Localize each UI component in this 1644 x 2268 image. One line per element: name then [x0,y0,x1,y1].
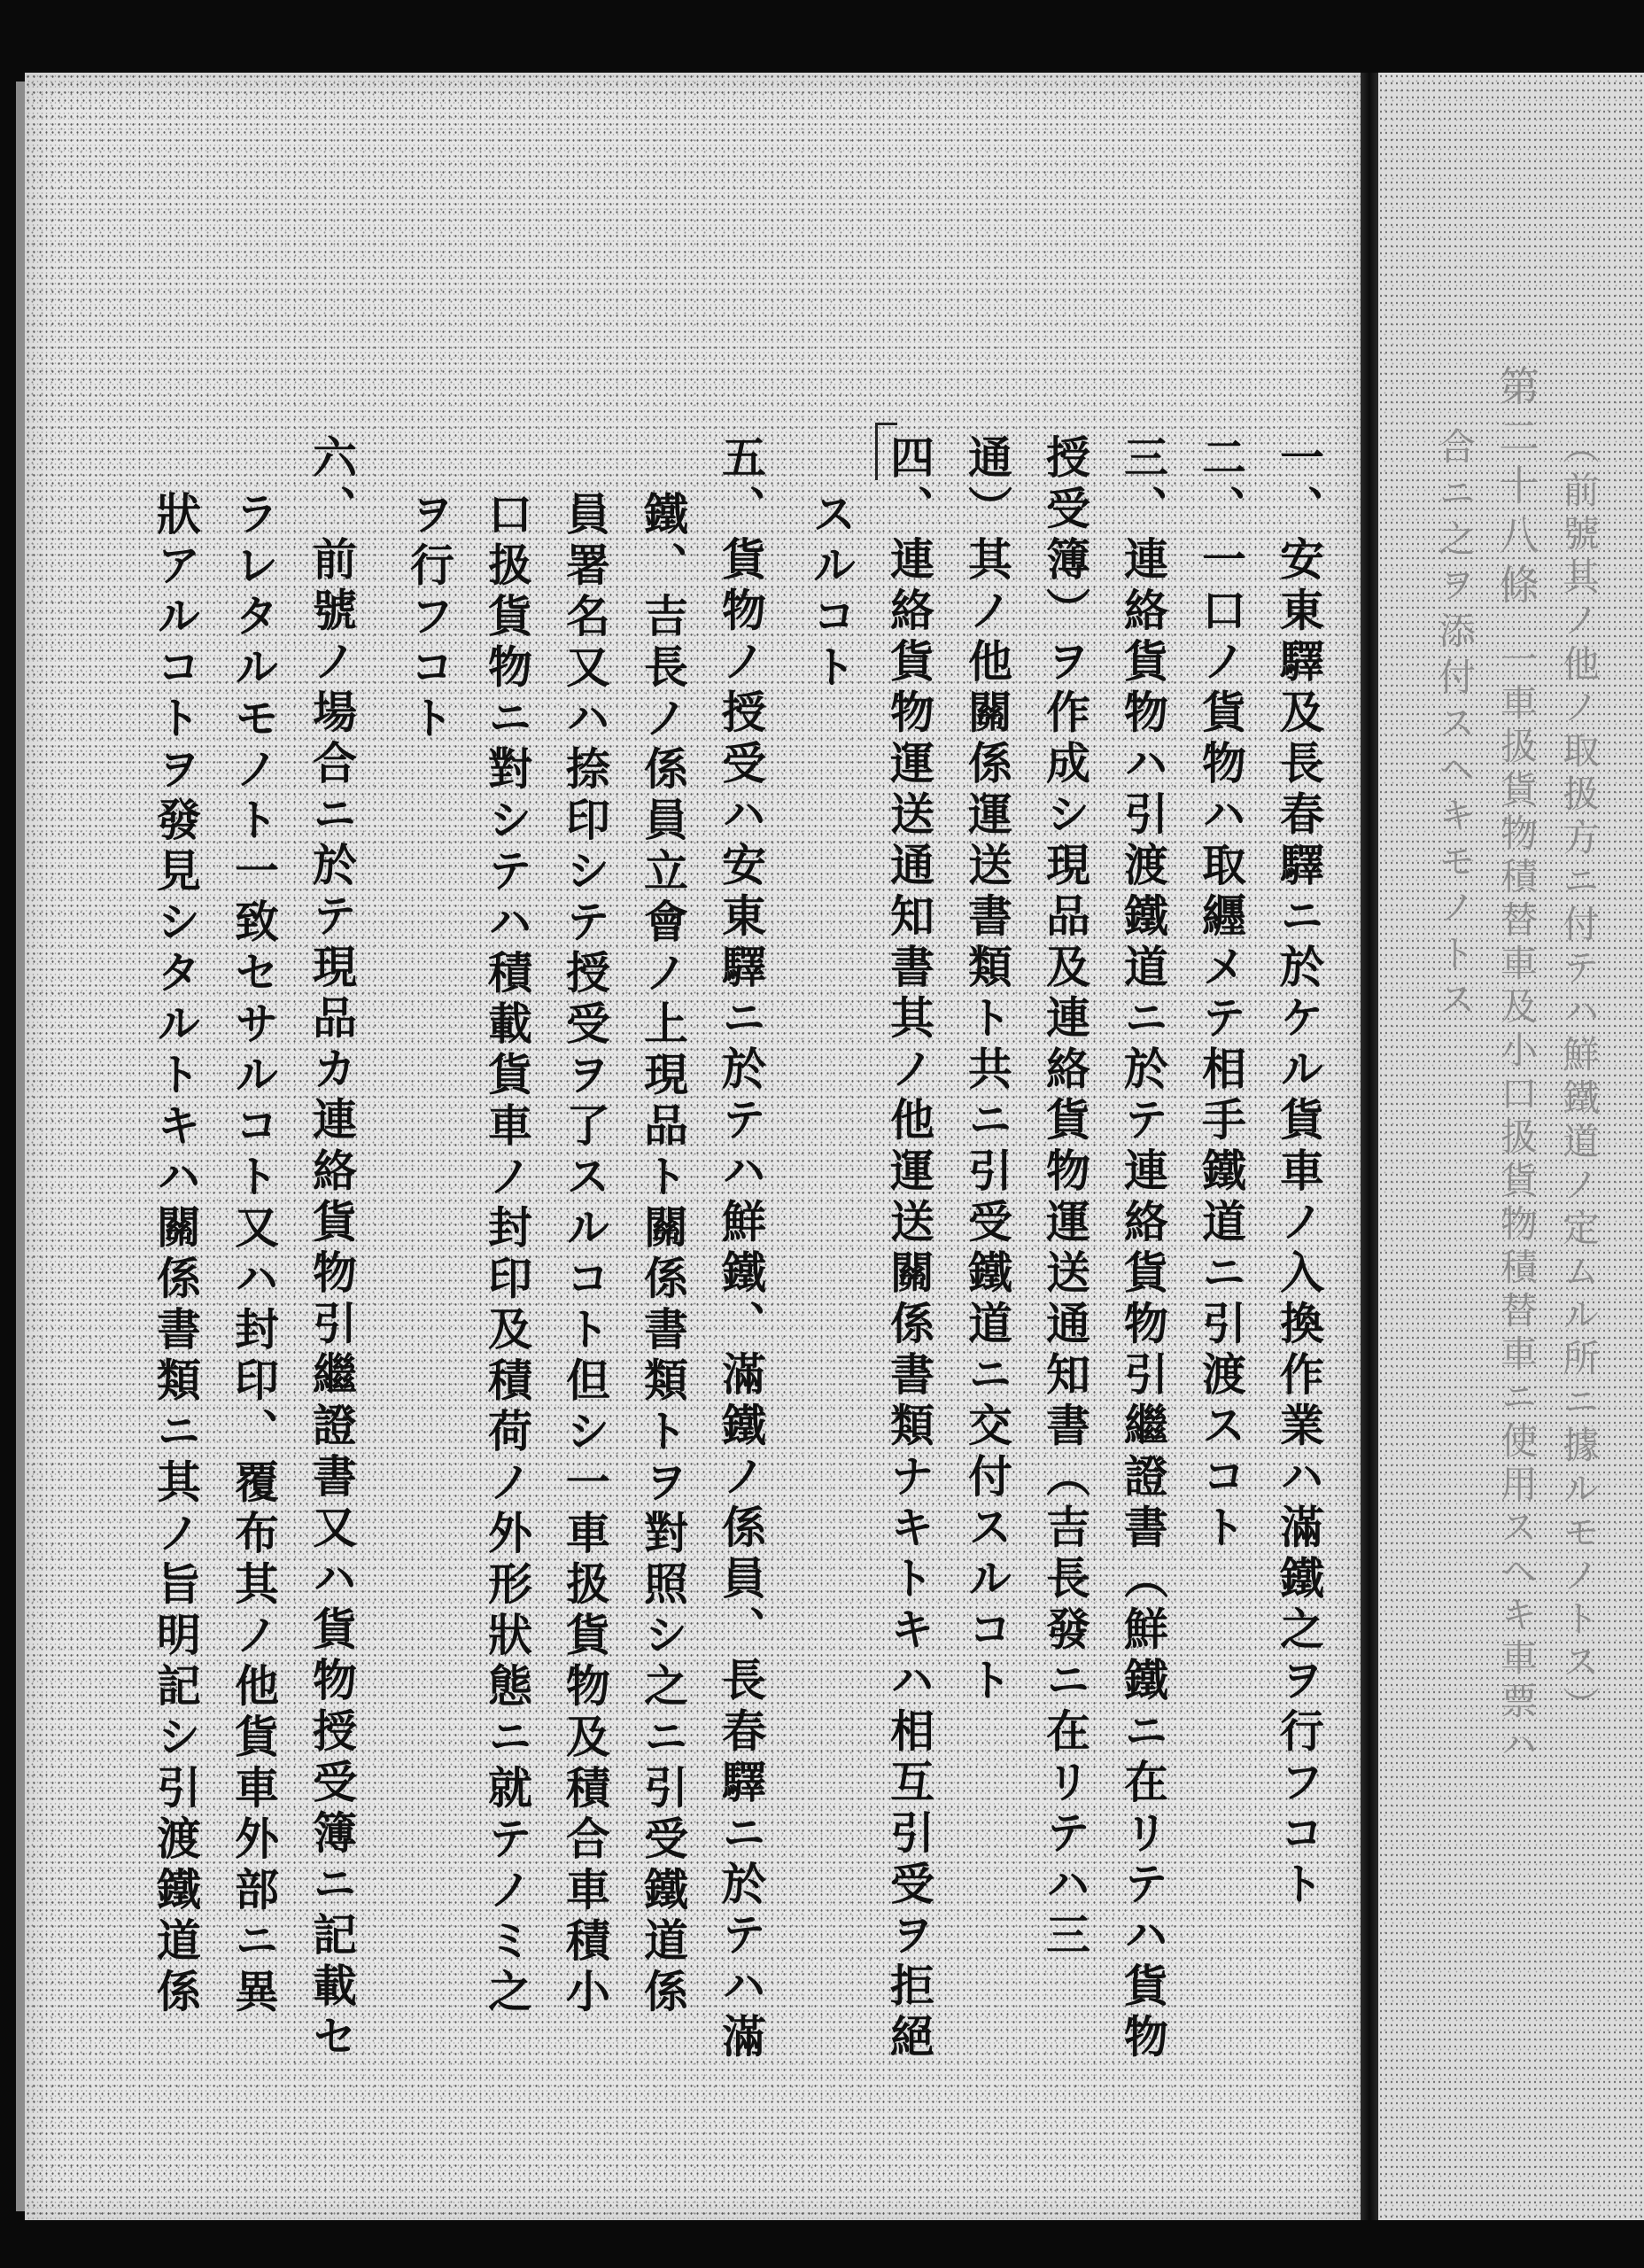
text-column-4: 授受簿）ヲ作成シ現品及連絡貨物運送通知書（吉長發ニ在リテハ三 [1039,434,1091,1962]
book-gutter [1361,73,1378,2220]
text-column-2: 二、一口ノ貨物ハ取纒メテ相手鐵道ニ引渡スコト [1195,434,1247,1555]
opposite-text-column-2: （前號其ノ他ノ取扱方ニ付テハ鮮鐵道ノ定ムル所ニ據ルモノトス） [1557,427,1601,1729]
opposite-text-column-4: 合ニ之ヲ添付スヘキモノトス [1433,427,1477,1026]
text-column-13: 六、前號ノ場合ニ於テ現品カ連絡貨物引繼證書又ハ貨物授受簿ニ記載セ [306,434,358,2064]
text-column-5: 通）其ノ他關係運送書類ト共ニ引受鐵道ニ交付スルコト [961,434,1013,1708]
text-column-8: 五、貨物ノ授受ハ安東驛ニ於テハ鮮鐵、滿鐵ノ係員、長春驛ニ於テハ滿 [715,434,767,2064]
text-column-7: スルコト [805,491,857,695]
text-column-15: 狀アルコトヲ發見シタルトキハ關係書類ニ其ノ旨明記シ引渡鐵道係 [150,491,202,2019]
text-column-11: 口扱貨物ニ對シテハ積載貨車ノ封印及積荷ノ外形狀態ニ就テノミ之 [481,491,533,2019]
document-page [25,73,1363,2220]
text-column-6: 四、連絡貨物運送通知書其ノ他運送關係書類ナキトキハ相互引受ヲ拒絕 [883,434,935,2064]
opposite-page [1378,73,1644,2220]
text-column-14: ラレタルモノト一致セサルコト又ハ封印、覆布其ノ他貨車外部ニ異 [228,491,280,2019]
opposite-text-column-3: 一車扱貨物積替車及小口扱貨物積替車ニ使用スヘキ車票ハ [1495,640,1539,1768]
text-column-9: 鐵、吉長ノ係員立會ノ上現品ト關係書類トヲ對照シ之ニ引受鐵道係 [637,491,689,2019]
text-column-12: ヲ行フコト [403,491,455,746]
text-column-10: 員署名又ハ捺印シテ授受ヲ了スルコト但シ一車扱貨物及積合車積小 [559,491,611,2019]
text-column-1: 一、安東驛及長春驛ニ於ケル貨車ノ入換作業ハ滿鐵之ヲ行フコト [1273,434,1325,1912]
opposite-text-column-1: 第二十八條 [1493,365,1540,613]
text-column-3: 三、連絡貨物ハ引渡鐵道ニ於テ連絡貨物引繼證書（鮮鐵ニ在リテハ貨物 [1117,434,1169,2064]
